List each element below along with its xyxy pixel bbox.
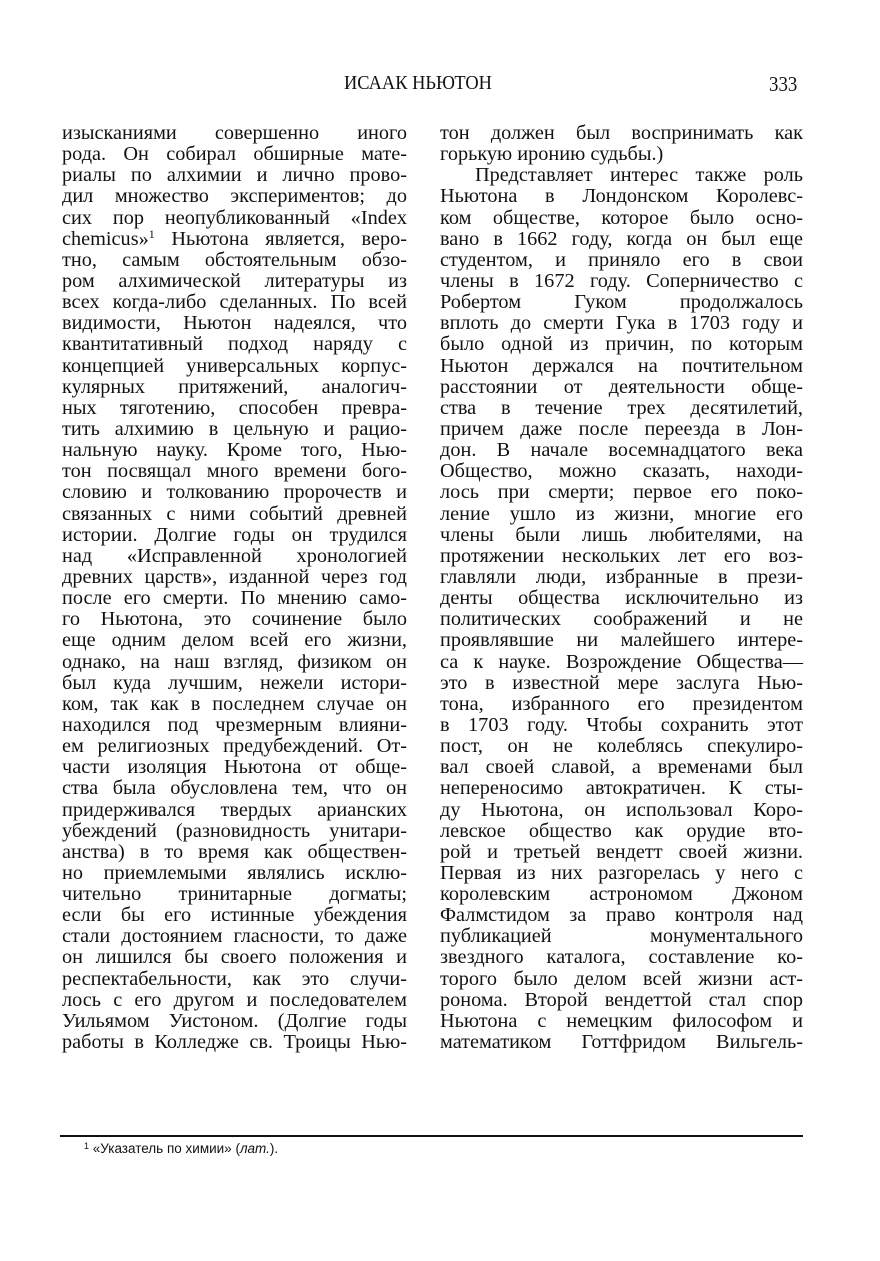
text-line: лось с его другом и последователем [62, 988, 407, 1011]
text-line: части изоляция Ньютона от обще- [62, 756, 407, 779]
text-line: Ньютона с немецким философом и [440, 1009, 803, 1032]
text-line: горькую иронию судьбы.) [440, 143, 664, 166]
text-line: дил множество экспериментов; до [62, 185, 407, 208]
text-line: проявлявшие ни малейшего интере- [440, 629, 803, 652]
text-line: однако, на наш взгляд, физиком он [62, 650, 407, 673]
text-line: тно, самым обстоятельным обзо- [62, 248, 407, 271]
text-line: ства была обусловлена тем, что он [62, 777, 407, 800]
text-line: концепцией универсальных корпус- [62, 354, 407, 377]
text-line: еще одним делом всей его жизни, [62, 629, 407, 652]
text-line: ление ушло из жизни, многие его [440, 502, 803, 525]
running-head [0, 72, 880, 100]
text-line: са к науке. Возрождение Общества— [440, 650, 803, 673]
text-line: непереносимо автократичен. К сты- [440, 777, 803, 800]
text-line: пост, он не колеблясь спекулиро- [440, 735, 803, 758]
text-line: расстоянии от деятельности обще- [440, 375, 803, 398]
text-line: сих пор неопубликованный «Index [62, 206, 407, 229]
text-line: Робертом Гуком продолжалось [440, 291, 803, 314]
text-line: ных тяготению, способен превра- [62, 396, 407, 419]
text-line: политических соображений и не [440, 608, 803, 631]
text-line: это в известной мере заслуга Нью- [440, 671, 803, 694]
text-line: он лишился бы своего положения и [62, 946, 407, 969]
text-line: риалы по алхимии и лично прово- [62, 164, 407, 187]
text-line: вано в 1662 году, когда он был еще [440, 227, 803, 250]
text-line: го Ньютона, это сочинение было [62, 608, 407, 631]
text-line: кулярных притяжений, аналогич- [62, 375, 407, 398]
text-line: убеждений (разновидность унитари- [62, 819, 407, 842]
text-line: древних царств», изданной через год [62, 565, 407, 588]
text-line: лось при смерти; первое его поко- [440, 481, 803, 504]
text-line: изысканиями совершенно иного [62, 122, 407, 144]
text-line: было одной из причин, по которым [440, 333, 803, 356]
text-line: был куда лучшим, нежели истори- [62, 671, 407, 694]
text-line-with-footnote [62, 226, 407, 250]
text-line: Фалмстидом за право контроля над [440, 904, 803, 927]
text-line: причем даже после переезда в Лон- [440, 417, 803, 440]
text-line: дон. В начале восемнадцатого века [440, 439, 803, 462]
text-line: связанных с ними событий древней [62, 502, 407, 525]
text-line: после его смерти. По мнению само- [62, 587, 407, 610]
text-line: рой и третьей вендетт своей жизни. [440, 840, 803, 863]
text-line: видимости, Ньютон надеялся, что [62, 312, 407, 335]
text-line: ства в течение трех десятилетий, [440, 396, 803, 419]
text-line: придерживался твердых арианских [62, 798, 407, 821]
text-line: ду Ньютона, он использовал Коро- [440, 798, 803, 821]
text-line: ром алхимической литературы из [62, 269, 407, 292]
text-line: тить алхимию в цельную и рацио- [62, 417, 407, 440]
text-line: Ньютон держался на почтительном [440, 354, 803, 377]
text-line: Первая из них разгорелась у него с [440, 861, 803, 884]
text-line: тон должен был воспринимать как [440, 122, 803, 144]
text-line: студентом, и приняло его в свои [440, 248, 803, 271]
text-line: денты общества исключительно из [440, 587, 803, 610]
text-line: левское общество как орудие вто- [440, 819, 803, 842]
text-line: чительно тринитарные догматы; [62, 883, 407, 906]
text-line: тона, избранного его президентом [440, 692, 803, 715]
text-line: респектабельности, как это случи- [62, 967, 407, 990]
text-line: над «Исправленной хронологией [62, 544, 407, 567]
text-fragment: chemicus» [62, 227, 149, 250]
text-line: Общество, можно сказать, находи- [440, 460, 803, 483]
text-line: словию и толкованию пророчеств и [62, 481, 407, 504]
text-line: ем религиозных предубеждений. От- [62, 735, 407, 758]
text-line: находился под чрезмерным влияни- [62, 713, 407, 736]
footnote-language-abbr: лат. [239, 1141, 270, 1156]
footnote [84, 1141, 278, 1156]
text-line: публикацией монументального [440, 925, 803, 948]
text-line: ком обществе, которое было осно- [440, 206, 803, 229]
footnote-text: «Указатель по химии» ( [89, 1141, 240, 1156]
text-line: квантитативный подход наряду с [62, 333, 407, 356]
page-number: 333 [769, 72, 798, 96]
text-line: члены в 1672 году. Соперничество с [440, 269, 803, 292]
text-line: нальную науку. Кроме того, Нью- [62, 439, 407, 462]
text-line: анства) в то время как обществен- [62, 840, 407, 863]
text-line: рода. Он собирал обширные мате- [62, 143, 407, 166]
text-line: истории. Долгие годы он трудился [62, 523, 407, 546]
text-line: стали достоянием гласности, то даже [62, 925, 407, 948]
text-line: тон посвящал много времени бого- [62, 460, 407, 483]
text-line: ком, так как в последнем случае он [62, 692, 407, 715]
text-line: Ньютона в Лондонском Королевс- [440, 185, 803, 208]
footnote-divider [60, 1135, 803, 1137]
text-line: звездного каталога, составление ко- [440, 946, 803, 969]
text-line: протяжении нескольких лет его воз- [440, 544, 803, 567]
text-line: главляли люди, избранные в прези- [440, 565, 803, 588]
text-line: вал своей славой, а временами был [440, 756, 803, 779]
text-line: но приемлемыми являлись исклю- [62, 861, 407, 884]
text-line: ронома. Второй вендеттой стал спор [440, 988, 803, 1011]
text-line: работы в Колледже св. Троицы Нью- [62, 1031, 407, 1054]
paragraph-start-line: Представляет интерес также роль [475, 164, 803, 187]
text-line: члены были лишь любителями, на [440, 523, 803, 546]
text-line: вплоть до смерти Гука в 1703 году и [440, 312, 803, 335]
text-line: всех когда-либо сделанных. По всей [62, 291, 407, 314]
footnote-mark: 1 [84, 1141, 90, 1151]
text-line: Уильямом Уистоном. (Долгие годы [62, 1009, 407, 1032]
text-line: торого было делом всей жизни аст- [440, 967, 803, 990]
left-column [62, 123, 407, 1053]
running-title: ИСААК НЬЮТОН [344, 72, 492, 94]
text-line: в 1703 году. Чтобы сохранить этот [440, 713, 803, 736]
text-line: королевским астрономом Джоном [440, 883, 803, 906]
text-fragment: Ньютона является, веро- [154, 227, 407, 250]
text-line: математиком Готтфридом Вильгель- [440, 1031, 803, 1054]
text-line: если бы его истинные убеждения [62, 904, 407, 927]
right-column [440, 123, 803, 1053]
footnote-close: ). [269, 1141, 279, 1156]
footnote-reference[interactable]: 1 [148, 226, 155, 241]
